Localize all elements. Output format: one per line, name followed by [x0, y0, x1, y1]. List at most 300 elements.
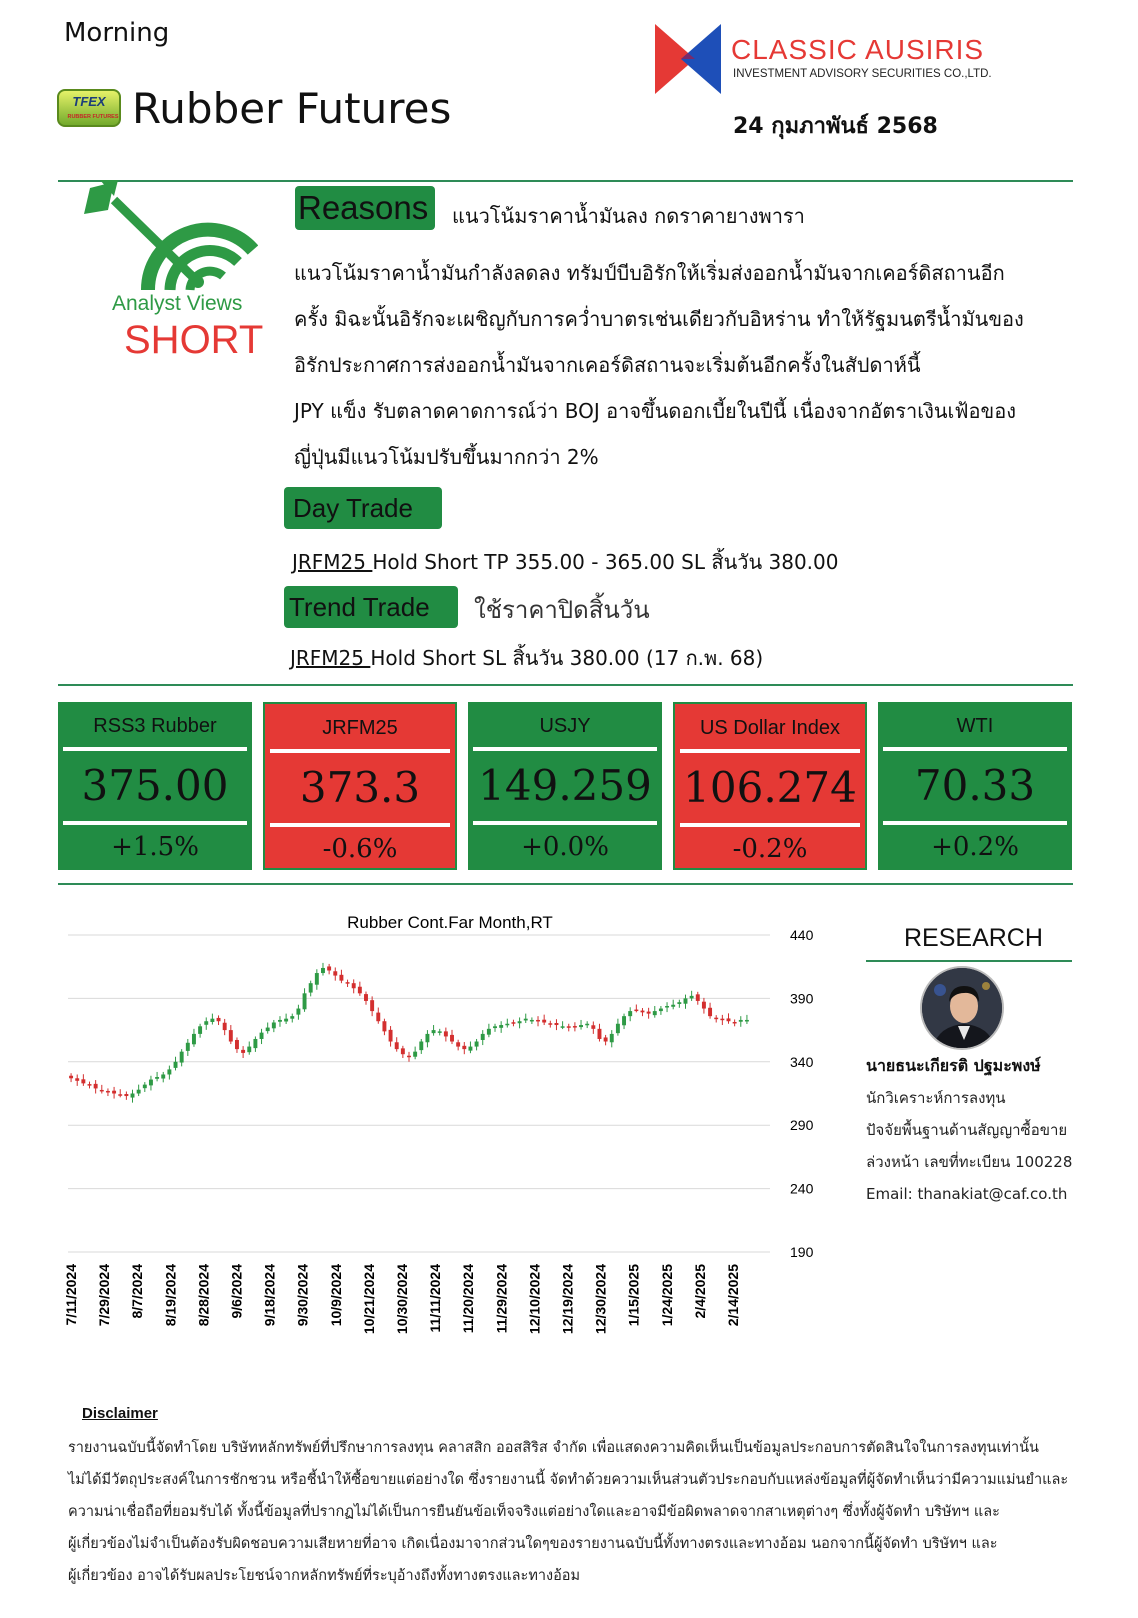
- candle-body: [444, 1031, 448, 1036]
- tile-jrfm25: [263, 702, 457, 870]
- candle-body: [370, 1000, 374, 1011]
- candle: [536, 1016, 540, 1026]
- candle: [137, 1085, 141, 1096]
- session-label: Morning: [64, 18, 170, 48]
- candle: [198, 1024, 202, 1038]
- candle: [210, 1014, 214, 1025]
- candle-body: [696, 994, 700, 1001]
- candle: [309, 981, 313, 997]
- candle: [266, 1022, 270, 1033]
- candle: [425, 1030, 429, 1047]
- candle: [598, 1024, 602, 1042]
- day-trade-symbol: JRFM25: [292, 550, 373, 574]
- disclaimer-line: ผู้เกี่ยวข้องไม่จำเป็นต้องรับผิดชอบความเสียหายที่อาจ เกิดเนื่องมาจากส่วนใดๆของรายงานฉบับนี้ทั้งทางตรงและทางอ้อม นอกจากนี้ผู้จัดทำ บริษัทฯ และ: [68, 1536, 998, 1552]
- tile-change: +1.5%: [111, 832, 199, 862]
- candle: [684, 995, 688, 1009]
- candle-body: [210, 1019, 214, 1022]
- candle: [339, 970, 343, 983]
- candle: [511, 1020, 515, 1027]
- candle-body: [462, 1046, 466, 1049]
- candle: [585, 1021, 589, 1028]
- candle-body: [327, 966, 331, 970]
- reason-line: อิรักประกาศการส่งออกน้ำมันจากเคอร์ดิสถานจะเริ่มต้นอีกครั้งในสัปดาห์นี้: [294, 353, 921, 377]
- candle: [696, 992, 700, 1005]
- candle-body: [493, 1026, 497, 1028]
- disclaimer-body: [68, 1432, 1078, 1592]
- candle: [530, 1017, 534, 1024]
- candles: [69, 963, 749, 1103]
- candle: [616, 1019, 620, 1036]
- candle-body: [475, 1042, 479, 1047]
- candle-body: [401, 1048, 405, 1054]
- candle-body: [616, 1024, 620, 1033]
- candle-body: [739, 1020, 743, 1022]
- candle: [161, 1072, 165, 1082]
- brand-name: CLASSIC AUSIRIS: [731, 34, 985, 65]
- candle: [468, 1042, 472, 1054]
- candle-body: [192, 1034, 196, 1044]
- candle-body: [309, 983, 313, 992]
- disclaimer-line: ความน่าเชื่อถือที่ยอมรับได้ ทั้งนี้ข้อมูลที่ปรากฏไม่ได้เป็นการยืนยันข้อเท็จจริงแต่อย่างใดและอาจมีข้อผิดพลาดจากสาเหตุต่างๆ ซึ่งทั้งผู้จัดทำ บริษัทฯ และ: [68, 1504, 1000, 1520]
- candle: [315, 969, 319, 990]
- candle: [727, 1013, 731, 1023]
- candle: [419, 1039, 423, 1054]
- candle-body: [499, 1025, 503, 1028]
- candle: [241, 1046, 245, 1058]
- tile-change: -0.6%: [322, 834, 398, 864]
- divider: [58, 883, 1073, 885]
- candle-body: [745, 1020, 749, 1022]
- candle: [278, 1016, 282, 1027]
- candle: [591, 1021, 595, 1033]
- price-chart: [58, 900, 848, 1390]
- candle-body: [413, 1052, 417, 1057]
- candle: [462, 1042, 466, 1054]
- x-tick-label: 7/29/2024: [96, 1264, 113, 1327]
- page-title: Rubber Futures: [132, 84, 452, 133]
- brand-logo-icon: [655, 24, 721, 94]
- y-tick-label: 240: [790, 1180, 814, 1197]
- candle: [450, 1030, 454, 1044]
- candle: [296, 1005, 300, 1020]
- reasons-tag: Reasons: [295, 186, 435, 230]
- candle: [370, 996, 374, 1016]
- analyst-info-line: ล่วงหน้า เลขที่ทะเบียน 100228: [866, 1153, 1073, 1171]
- trend-trade-symbol: JRFM25: [290, 646, 371, 670]
- candle-body: [235, 1040, 239, 1049]
- day-trade-tag: Day Trade: [284, 487, 442, 529]
- x-tick-label: 10/21/2024: [360, 1264, 377, 1335]
- candle: [739, 1016, 743, 1027]
- candle: [389, 1026, 393, 1047]
- candle: [69, 1073, 73, 1082]
- tile-label: RSS3 Rubber: [93, 715, 217, 737]
- candle-body: [641, 1011, 645, 1013]
- candle-body: [278, 1020, 282, 1022]
- candle-body: [690, 996, 694, 999]
- candle: [284, 1014, 288, 1024]
- candle: [155, 1072, 159, 1081]
- trend-trade-plan: [290, 642, 763, 674]
- trend-trade-tag: Trend Trade: [284, 586, 458, 628]
- trend-trade-note: ใช้ราคาปิดสิ้นวัน: [474, 596, 650, 624]
- candle: [395, 1037, 399, 1051]
- report-date: 24 กุมภาพันธ์ 2568: [733, 114, 938, 139]
- candle: [690, 991, 694, 1001]
- x-tick-label: 11/29/2024: [493, 1264, 510, 1334]
- candle: [167, 1066, 171, 1080]
- candle-body: [303, 993, 307, 1009]
- tile-value: 375.00: [81, 761, 229, 810]
- candle: [192, 1029, 196, 1047]
- candle-body: [174, 1062, 178, 1068]
- candle-body: [382, 1021, 386, 1031]
- divider: [58, 684, 1073, 686]
- x-tick-label: 9/30/2024: [294, 1264, 311, 1327]
- x-tick-label: 11/20/2024: [460, 1264, 477, 1334]
- candle: [327, 964, 331, 974]
- candle-body: [524, 1019, 528, 1021]
- tile-value: 70.33: [914, 761, 1036, 810]
- candle: [407, 1052, 411, 1062]
- candle-body: [610, 1034, 614, 1042]
- y-axis: [790, 927, 814, 1260]
- candle-body: [438, 1031, 442, 1033]
- candle: [401, 1046, 405, 1058]
- x-tick-label: 9/6/2024: [228, 1264, 245, 1319]
- candle-body: [272, 1022, 276, 1028]
- candle: [499, 1021, 503, 1033]
- tile-change: -0.2%: [732, 834, 808, 864]
- candle-body: [407, 1056, 411, 1058]
- tile-label: US Dollar Index: [699, 717, 841, 739]
- candle-body: [217, 1018, 221, 1021]
- candle-body: [112, 1091, 116, 1094]
- analyst-views-label: Analyst Views: [112, 292, 243, 315]
- candle-body: [487, 1029, 491, 1035]
- disclaimer-line: ไม่ได้มีวัตถุประสงค์ในการชักชวน หรือชี้นำให้ซื้อขายแต่อย่างใด ซึ่งรายงานนี้ จัดทำด้วยความเห็นส่วนตัวประกอบกับแหล่งข้อมูลที่ผู้จัดทำเห็นว่ามีความแม่นยำและ: [68, 1472, 1069, 1488]
- candle: [290, 1014, 294, 1023]
- candle-body: [296, 1009, 300, 1015]
- candle: [745, 1015, 749, 1024]
- candle-body: [456, 1042, 460, 1046]
- x-tick-label: 11/11/2024: [427, 1264, 444, 1333]
- candle-body: [702, 1002, 706, 1009]
- candle-body: [106, 1091, 110, 1093]
- candle-body: [561, 1026, 565, 1028]
- candle-body: [204, 1021, 208, 1025]
- tfex-rubber-logo: [56, 86, 122, 130]
- candle: [647, 1008, 651, 1019]
- x-tick-label: 2/14/2025: [725, 1264, 741, 1327]
- candle: [567, 1024, 571, 1032]
- y-tick-label: 340: [790, 1053, 814, 1070]
- divider: [866, 960, 1072, 962]
- candle-body: [346, 982, 350, 984]
- candle-body: [358, 987, 362, 994]
- candle: [143, 1082, 147, 1092]
- candle: [524, 1014, 528, 1023]
- candle: [229, 1025, 233, 1044]
- candle-body: [376, 1013, 380, 1022]
- x-tick-label: 7/11/2024: [63, 1264, 79, 1326]
- disclaimer-line: ผู้เกี่ยวข้อง อาจได้รับผลประโยชน์จากหลักทรัพย์ที่ระบุอ้างถึงทั้งทางตรงและทางอ้อม: [68, 1568, 581, 1584]
- candle: [112, 1087, 116, 1099]
- candle: [641, 1008, 645, 1016]
- candle-body: [585, 1024, 589, 1026]
- candle-body: [542, 1020, 546, 1023]
- tile-label: USJY: [539, 715, 591, 737]
- candle: [505, 1019, 509, 1028]
- candle-body: [186, 1043, 190, 1051]
- candle-body: [598, 1029, 602, 1039]
- candle: [253, 1036, 257, 1051]
- y-tick-label: 190: [790, 1244, 814, 1260]
- candle: [260, 1029, 264, 1044]
- candle-body: [647, 1012, 651, 1014]
- candle: [708, 1003, 712, 1019]
- tile-value: 106.274: [683, 763, 857, 812]
- x-tick-label: 8/7/2024: [129, 1264, 146, 1319]
- tile-change: +0.0%: [521, 832, 609, 862]
- candle-body: [468, 1047, 472, 1051]
- candle: [493, 1024, 497, 1032]
- candle-body: [567, 1026, 571, 1028]
- research-heading: RESEARCH: [904, 924, 1043, 952]
- candle: [456, 1040, 460, 1051]
- candle: [542, 1015, 546, 1025]
- candle-body: [481, 1034, 485, 1040]
- candle-body: [548, 1023, 552, 1025]
- candle: [665, 1002, 669, 1012]
- candle: [444, 1028, 448, 1042]
- candle: [438, 1029, 442, 1036]
- candle-body: [518, 1021, 522, 1023]
- candle: [475, 1039, 479, 1050]
- candle: [106, 1088, 110, 1096]
- candle: [432, 1025, 436, 1036]
- candle-body: [69, 1076, 73, 1079]
- tfex-logo-text: TFEX: [72, 94, 106, 109]
- candle-body: [143, 1085, 147, 1089]
- candle: [352, 979, 356, 993]
- candle: [579, 1020, 583, 1030]
- candle-body: [425, 1034, 429, 1042]
- candle-body: [659, 1009, 663, 1012]
- candle: [376, 1008, 380, 1024]
- analyst-info-line: ปัจจัยพื้นฐานด้านสัญญาซื้อขาย: [866, 1121, 1068, 1139]
- candle-body: [339, 975, 343, 981]
- candle-body: [124, 1094, 128, 1096]
- candle-body: [118, 1094, 122, 1096]
- x-axis: [63, 1264, 741, 1334]
- candle-body: [94, 1084, 98, 1089]
- candle-body: [622, 1016, 626, 1025]
- x-tick-label: 10/30/2024: [394, 1264, 410, 1335]
- candle-body: [720, 1019, 724, 1021]
- candle: [235, 1037, 239, 1052]
- candle-body: [579, 1025, 583, 1027]
- analyst-info-line: นักวิเคราะห์การลงทุน: [866, 1089, 1006, 1107]
- candle-body: [653, 1011, 657, 1015]
- candle-body: [149, 1080, 153, 1086]
- tfex-logo-subtext: RUBBER FUTURES: [67, 114, 119, 120]
- x-tick-label: 8/28/2024: [195, 1264, 212, 1327]
- stance-label: SHORT: [124, 318, 264, 362]
- candle: [481, 1030, 485, 1045]
- candle: [321, 963, 325, 976]
- candle: [346, 980, 350, 987]
- candle: [186, 1039, 190, 1056]
- tile-change: +0.2%: [931, 832, 1019, 862]
- candle-body: [536, 1020, 540, 1022]
- candle: [554, 1019, 558, 1030]
- candle-body: [395, 1042, 399, 1049]
- y-tick-label: 440: [790, 927, 814, 943]
- candle: [272, 1020, 276, 1032]
- candle: [659, 1006, 663, 1015]
- x-tick-label: 1/15/2025: [625, 1264, 642, 1327]
- candle-body: [253, 1039, 257, 1048]
- x-tick-label: 2/4/2025: [691, 1264, 708, 1319]
- candle-body: [260, 1033, 264, 1039]
- candle-body: [573, 1026, 577, 1028]
- tile-wti: [878, 702, 1072, 870]
- candle: [702, 998, 706, 1014]
- candle-body: [628, 1011, 632, 1016]
- candle-body: [677, 1002, 681, 1004]
- candle-body: [137, 1090, 141, 1094]
- candle-body: [727, 1018, 731, 1021]
- candle: [714, 1015, 718, 1022]
- chart-grid: [68, 935, 770, 1252]
- candle: [131, 1090, 135, 1103]
- candle: [118, 1089, 122, 1097]
- candle: [382, 1019, 386, 1035]
- x-tick-label: 8/19/2024: [162, 1264, 179, 1327]
- x-tick-label: 9/18/2024: [261, 1264, 278, 1327]
- analyst-email: Email: thanakiat@caf.co.th: [866, 1185, 1068, 1203]
- candle: [413, 1047, 417, 1060]
- candle-body: [671, 1005, 675, 1007]
- candle-body: [241, 1050, 245, 1053]
- candle-body: [167, 1069, 171, 1074]
- x-tick-label: 12/10/2024: [526, 1264, 543, 1335]
- candle-body: [604, 1037, 608, 1041]
- candle: [677, 1000, 681, 1008]
- x-tick-label: 12/19/2024: [559, 1264, 576, 1335]
- candle-body: [131, 1094, 135, 1098]
- candle-body: [290, 1016, 294, 1019]
- candle: [518, 1017, 522, 1028]
- candle: [124, 1091, 128, 1099]
- candle-body: [684, 998, 688, 1003]
- candle-body: [591, 1025, 595, 1029]
- candle: [174, 1057, 178, 1071]
- market-tiles: [58, 702, 1073, 870]
- candle-body: [389, 1030, 393, 1042]
- dart-target-icon: [78, 180, 258, 296]
- candle: [487, 1024, 491, 1037]
- candle: [720, 1015, 724, 1025]
- tile-value: 149.259: [478, 761, 652, 810]
- candle-body: [530, 1020, 534, 1022]
- candle-body: [665, 1006, 669, 1008]
- candle: [217, 1015, 221, 1025]
- candle-body: [75, 1078, 79, 1081]
- analyst-info: [866, 1082, 1072, 1210]
- disclaimer-title: Disclaimer: [82, 1405, 158, 1422]
- candle-body: [223, 1023, 227, 1030]
- candle-body: [450, 1035, 454, 1042]
- candle: [88, 1082, 92, 1089]
- candle-body: [511, 1022, 515, 1024]
- candle-body: [364, 994, 368, 1001]
- candle-body: [419, 1042, 423, 1051]
- candle: [628, 1007, 632, 1021]
- candle-body: [733, 1022, 737, 1024]
- candle-body: [180, 1052, 184, 1063]
- x-tick-label: 10/9/2024: [327, 1264, 344, 1327]
- candle: [573, 1022, 577, 1031]
- candle-body: [155, 1077, 159, 1079]
- candle-body: [352, 983, 356, 988]
- trend-trade-text: Hold Short SL สิ้นวัน 380.00 (17 ก.พ. 68): [370, 646, 764, 670]
- candle: [548, 1021, 552, 1028]
- candle-body: [266, 1028, 270, 1032]
- tile-label: JRFM25: [322, 717, 398, 739]
- candle: [75, 1074, 79, 1085]
- candle-body: [247, 1047, 251, 1053]
- candle: [81, 1074, 85, 1086]
- day-trade-plan: [292, 546, 839, 578]
- candle: [653, 1006, 657, 1018]
- x-tick-label: 1/24/2025: [658, 1264, 675, 1327]
- reason-line: ญี่ปุ่นมีแนวโน้มปรับขึ้นมากกว่า 2%: [294, 445, 599, 469]
- candle: [634, 1004, 638, 1012]
- candle: [364, 992, 368, 1005]
- candle-body: [284, 1019, 288, 1022]
- candle: [303, 988, 307, 1012]
- tile-label: WTI: [956, 715, 994, 737]
- candle: [223, 1019, 227, 1035]
- candle-body: [708, 1008, 712, 1016]
- y-tick-label: 290: [790, 1117, 814, 1134]
- tile-rss3: [58, 702, 252, 870]
- avatar: [920, 966, 1004, 1050]
- candle: [610, 1030, 614, 1047]
- candle-body: [88, 1084, 92, 1086]
- candle: [604, 1035, 608, 1045]
- analyst-name: นายธนะเกียรติ ปฐมะพงษ์: [866, 1056, 1041, 1075]
- candle-body: [81, 1079, 85, 1083]
- reason-line: JPY แข็ง รับตลาดคาดการณ์ว่า BOJ อาจขึ้นดอกเบี้ยในปีนี้ เนื่องจากอัตราเงินเฟ้อของ: [294, 399, 1016, 423]
- tile-dollar-index: [673, 702, 867, 870]
- tile-value: 373.3: [299, 763, 421, 812]
- disclaimer-line: รายงานฉบับนี้จัดทำโดย บริษัทหลักทรัพย์ที่ปรึกษาการลงทุน คลาสสิก ออสสิริส จำกัด เพื่อแสดงความคิดเห็นเป็นข้อมูลประกอบการตัดสินใจในการลงทุนเท่านั้น: [68, 1440, 1039, 1456]
- candle: [247, 1042, 251, 1055]
- candle: [358, 982, 362, 996]
- candle-body: [432, 1030, 436, 1033]
- candle-body: [198, 1026, 202, 1034]
- x-tick-label: 12/30/2024: [592, 1264, 609, 1335]
- candle-body: [333, 971, 337, 975]
- candle: [149, 1076, 153, 1091]
- candle: [204, 1017, 208, 1029]
- candle: [561, 1021, 565, 1029]
- candle: [622, 1014, 626, 1029]
- candle: [671, 1000, 675, 1010]
